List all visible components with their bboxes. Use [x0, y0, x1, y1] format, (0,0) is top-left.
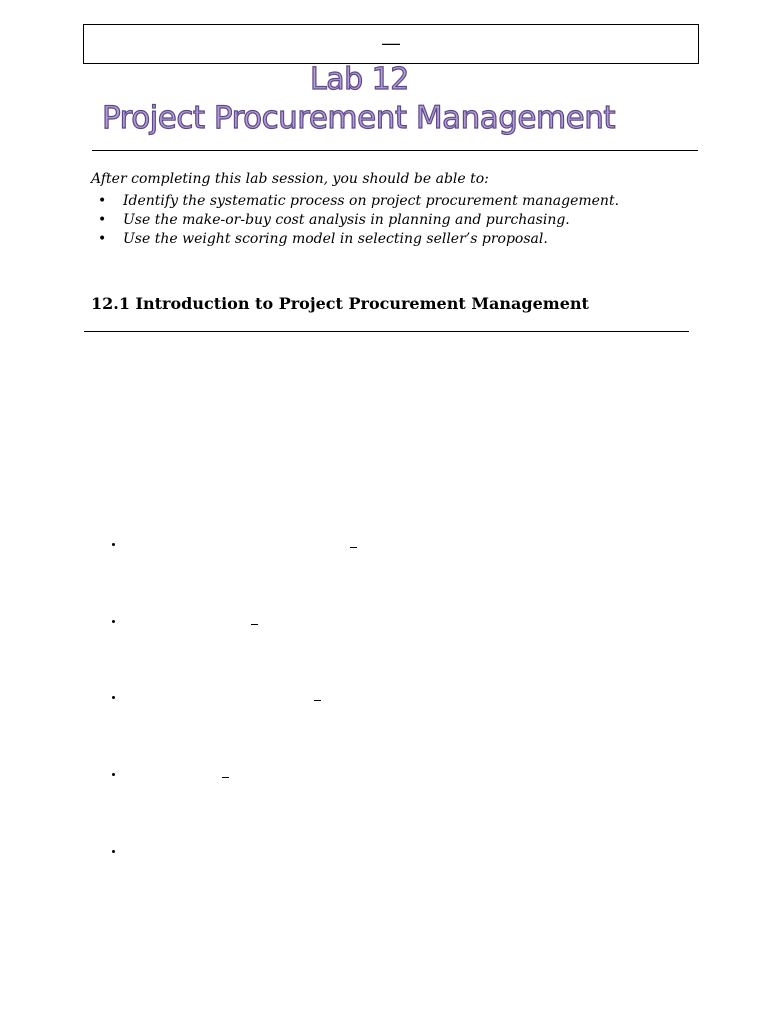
underscore-mark — [251, 624, 258, 625]
list-bullet-dot — [112, 696, 115, 699]
underscore-mark — [350, 547, 357, 548]
objective-item — [98, 192, 619, 211]
objective-item — [98, 211, 619, 230]
objective-text: Use the make-or-buy cost analysis in planning and purchasing. — [123, 212, 570, 228]
lab-title: Project Procurement Management — [102, 100, 616, 136]
list-bullet-dot — [112, 543, 115, 546]
objective-text: Use the weight scoring model in selecting seller’s proposal. — [123, 231, 548, 247]
bullet-icon: • — [98, 231, 107, 247]
objectives-intro: After completing this lab session, you should be able to: — [91, 171, 489, 187]
list-bullet-dot — [112, 773, 115, 776]
header-box — [83, 24, 699, 64]
bullet-icon: • — [98, 193, 107, 209]
section-heading: 12.1 Introduction to Project Procurement Management — [91, 294, 589, 313]
objectives-list — [98, 192, 619, 249]
underscore-mark — [314, 700, 321, 701]
lab-number-title: Lab 12 — [310, 62, 409, 97]
section-divider — [84, 331, 689, 332]
title-divider — [92, 150, 698, 151]
objective-text: Identify the systematic process on project procurement management. — [123, 193, 620, 209]
objective-item — [98, 230, 619, 249]
list-bullet-dot — [112, 620, 115, 623]
list-bullet-dot — [112, 850, 115, 853]
header-dash: — — [382, 33, 400, 53]
underscore-mark — [222, 777, 229, 778]
bullet-icon: • — [98, 212, 107, 228]
